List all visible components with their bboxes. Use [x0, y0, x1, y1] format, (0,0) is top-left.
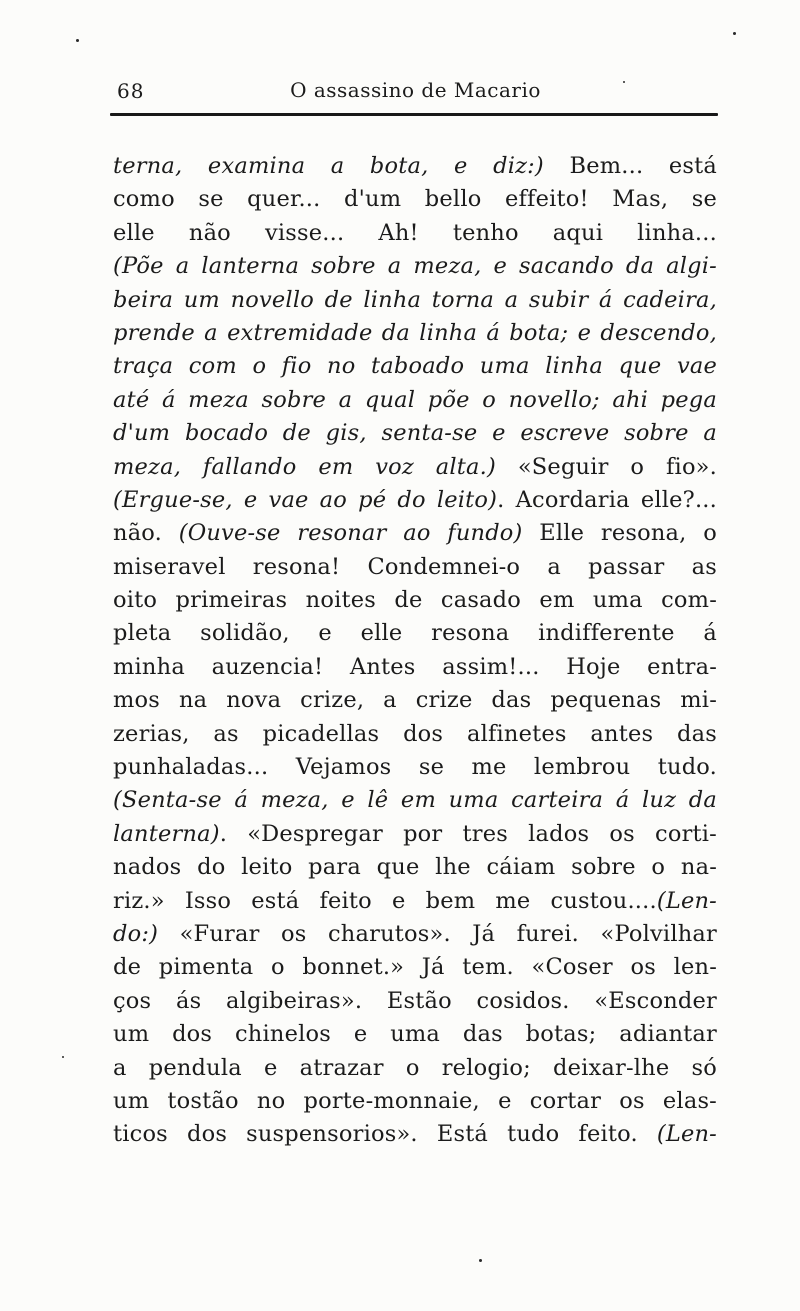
text-segment: oito primeiras noites de casado em uma com-: [113, 587, 717, 614]
text-segment: de pimenta o bonnet.» Já tem. «Coser os len-: [113, 954, 717, 981]
text-line: [113, 350, 717, 383]
running-title: O assassino de Macario: [290, 78, 541, 102]
text-line: [113, 617, 717, 650]
text-line: [113, 183, 717, 216]
ink-speck: [479, 1259, 482, 1262]
ink-speck: [623, 81, 625, 83]
page-header: [113, 78, 718, 104]
text-segment: minha auzencia! Antes assim!... Hoje entra-: [113, 653, 717, 680]
text-segment: d'um bocado de gis, senta-se e escreve sobre a: [113, 420, 717, 447]
text-segment: traça com o fio no taboado uma linha que vae: [113, 353, 717, 380]
text-line: [113, 1118, 717, 1151]
text-line: [113, 150, 717, 183]
text-segment: nados do leito para que lhe cáiam sobre o na-: [113, 854, 717, 881]
text-line: [113, 451, 717, 484]
text-segment: beira um novello de linha torna a subir á cadeira,: [113, 286, 717, 313]
text-line: [113, 885, 717, 918]
text-segment: ços ás algibeiras». Estão cosidos. «Esconder: [113, 987, 717, 1014]
text-line: [113, 1018, 717, 1051]
text-line: [113, 250, 717, 283]
text-segment: não.: [113, 520, 179, 547]
text-line: [113, 384, 717, 417]
text-line: [113, 985, 717, 1018]
text-segment: (Ouve-se resonar ao fundo): [178, 520, 523, 547]
text-line: [113, 217, 717, 250]
text-segment: um tostão no porte-monnaie, e cortar os elas-: [113, 1087, 717, 1114]
ink-speck: [76, 39, 79, 42]
text-segment: . Acordaria elle?...: [497, 486, 717, 513]
text-segment: Elle resona, o: [522, 520, 717, 547]
text-line: [113, 684, 717, 717]
text-segment: do:): [113, 920, 159, 947]
text-line: [113, 517, 717, 550]
text-segment: (Senta-se á meza, e lê em uma carteira á luz da: [113, 787, 717, 814]
text-line: [113, 784, 717, 817]
text-line: [113, 918, 717, 951]
text-segment: «Seguir o fio».: [496, 453, 718, 480]
text-line: [113, 317, 717, 350]
ink-speck: [733, 32, 736, 35]
page-number: 68: [117, 79, 145, 103]
text-line: [113, 851, 717, 884]
text-line: [113, 551, 717, 584]
text-segment: prende a extremidade da linha á bota; e descendo,: [113, 319, 717, 346]
text-segment: riz.» Isso está feito e bem me custou....: [113, 887, 657, 914]
text-segment: zerias, as picadellas dos alfinetes antes das: [113, 720, 717, 747]
text-segment: (Len-: [656, 887, 717, 914]
text-segment: . «Despregar por tres lados os corti-: [219, 820, 717, 847]
text-segment: como se quer... d'um bello effeito! Mas, se: [113, 186, 717, 213]
text-line: [113, 1052, 717, 1085]
text-segment: terna, examina a bota, e diz:): [113, 153, 544, 179]
text-segment: mos na nova crize, a crize das pequenas mi-: [113, 687, 717, 714]
ink-speck: [62, 1056, 64, 1058]
text-segment: (Ergue-se, e vae ao pé do leito): [113, 486, 498, 513]
text-segment: punhaladas... Vejamos se me lembrou tudo.: [113, 754, 717, 781]
text-segment: elle não visse... Ah! tenho aqui linha...: [113, 219, 717, 246]
text-segment: Bem... está: [543, 153, 717, 179]
text-line: [113, 751, 717, 784]
text-segment: meza, fallando em voz alta.): [113, 453, 496, 480]
text-segment: «Furar os charutos». Já furei. «Polvilhar: [158, 920, 717, 947]
text-segment: um dos chinelos e uma das botas; adiantar: [113, 1021, 717, 1048]
text-line: [113, 651, 717, 684]
text-segment: ticos dos suspensorios». Está tudo feito.: [113, 1121, 657, 1148]
text-segment: pleta solidão, e elle resona indifferente á: [113, 620, 717, 647]
text-line: [113, 718, 717, 751]
text-line: [113, 584, 717, 617]
text-segment: a pendula e atrazar o relogio; deixar-lhe só: [113, 1054, 717, 1081]
text-segment: (Len-: [656, 1121, 717, 1148]
text-line: [113, 818, 717, 851]
text-line: [113, 951, 717, 984]
header-rule: [110, 113, 718, 116]
text-line: [113, 284, 717, 317]
text-segment: (Põe a lanterna sobre a meza, e sacando da algi-: [113, 253, 717, 280]
text-segment: lanterna): [113, 820, 220, 847]
page-body: [113, 150, 717, 1152]
text-segment: miseravel resona! Condemnei-o a passar as: [113, 553, 717, 580]
text-line: [113, 1085, 717, 1118]
text-line: [113, 484, 717, 517]
text-line: [113, 417, 717, 450]
text-segment: até á meza sobre a qual põe o novello; ahi pega: [113, 386, 717, 413]
